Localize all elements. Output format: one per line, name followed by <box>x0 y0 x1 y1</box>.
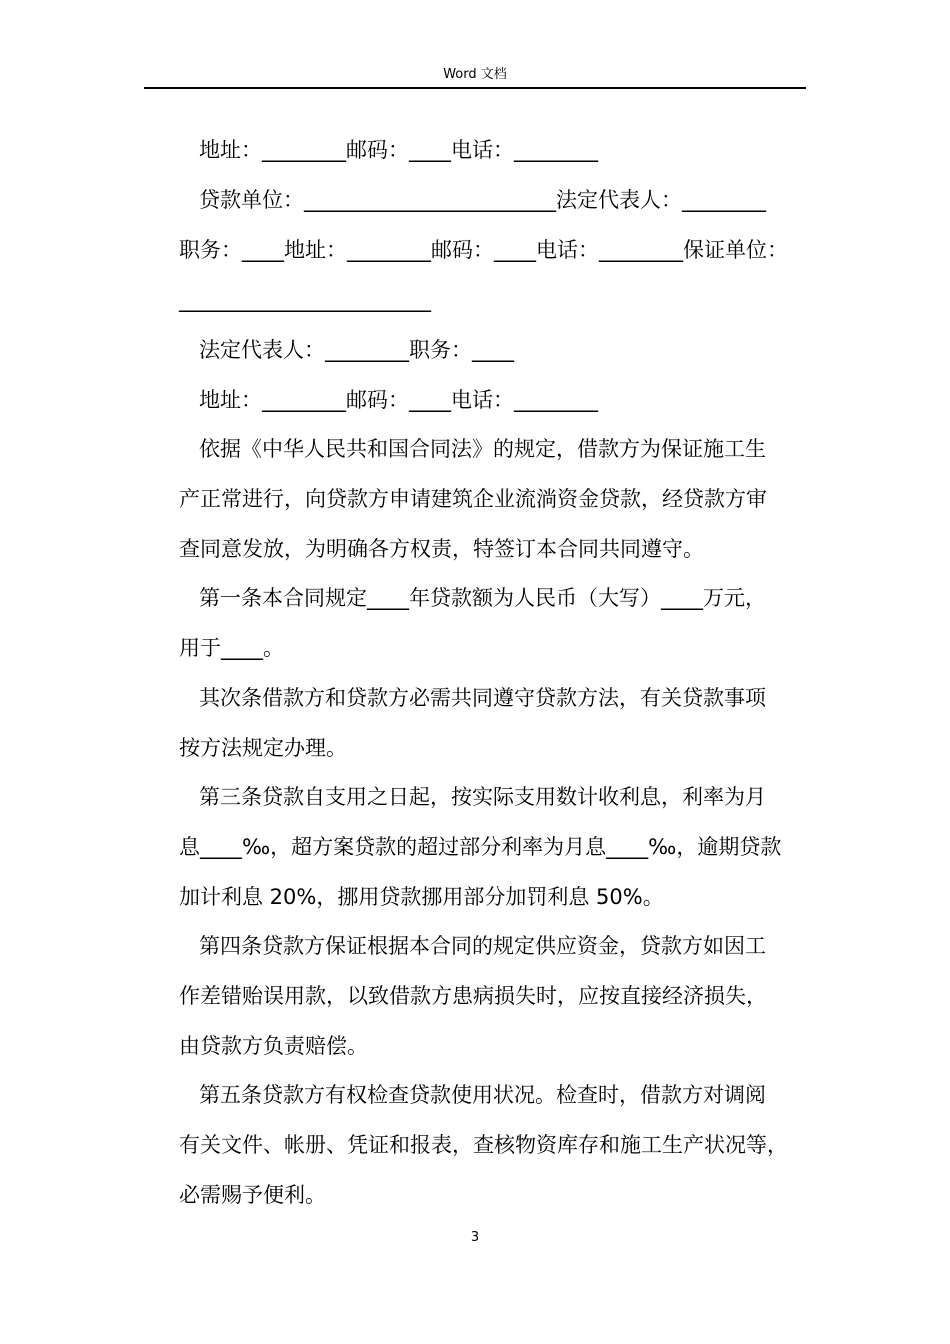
address-line-2: 地址：________邮码：____电话：________ <box>199 388 598 412</box>
article-3-line-2: 息____‰，超方案贷款的超过部分利率为月息____‰，逾期贷款 <box>179 835 782 859</box>
article-5-line-2: 有关文件、帐册、凭证和报表，查核物资库存和施工生产状况等， <box>179 1133 788 1157</box>
article-1-line-1: 第一条本合同规定____年贷款额为人民币（大写）____万元， <box>199 586 766 610</box>
preamble-line-3: 查同意发放，为明确各方权责，特签订本合同共同遵守。 <box>179 537 704 561</box>
header-title: Word 文档 <box>443 67 507 82</box>
article-5-line-1: 第五条贷款方有权检查贷款使用状况。检查时，借款方对调阅 <box>199 1083 766 1107</box>
address-line-1: 地址：________邮码：____电话：________ <box>199 138 598 162</box>
article-2-line-2: 按方法规定办理。 <box>179 736 347 760</box>
article-4-line-3: 由贷款方负责赔偿。 <box>179 1034 368 1058</box>
legal-rep-line: 法定代表人：________职务：____ <box>199 338 514 362</box>
preamble-line-2: 产正常进行，向贷款方申请建筑企业流淌资金贷款，经贷款方审 <box>179 487 767 511</box>
article-3-line-3: 加计利息 20%，挪用贷款挪用部分加罚利息 50%。 <box>179 885 664 909</box>
page-number: 3 <box>470 1230 480 1245</box>
article-4-line-2: 作差错贻误用款，以致借款方患病损失时，应按直接经济损失， <box>179 984 767 1008</box>
article-1-line-2: 用于____。 <box>179 636 284 660</box>
article-4-line-1: 第四条贷款方保证根据本合同的规定供应资金，贷款方如因工 <box>199 934 766 958</box>
guarantor-blank-line: ________________________ <box>179 288 431 312</box>
lender-unit-line: 贷款单位：________________________法定代表人：________ <box>199 188 766 212</box>
article-3-line-1: 第三条贷款自支用之日起，按实际支用数计收利息，利率为月 <box>199 785 766 809</box>
preamble-line-1: 依据《中华人民共和国合同法》的规定，借款方为保证施工生 <box>199 437 766 461</box>
article-5-line-3: 必需赐予便利。 <box>179 1183 326 1207</box>
article-2-line-1: 其次条借款方和贷款方必需共同遵守贷款方法，有关贷款事项 <box>199 686 766 710</box>
position-line: 职务：____地址：________邮码：____电话：________保证单位： <box>179 238 788 262</box>
header-divider <box>144 87 806 89</box>
